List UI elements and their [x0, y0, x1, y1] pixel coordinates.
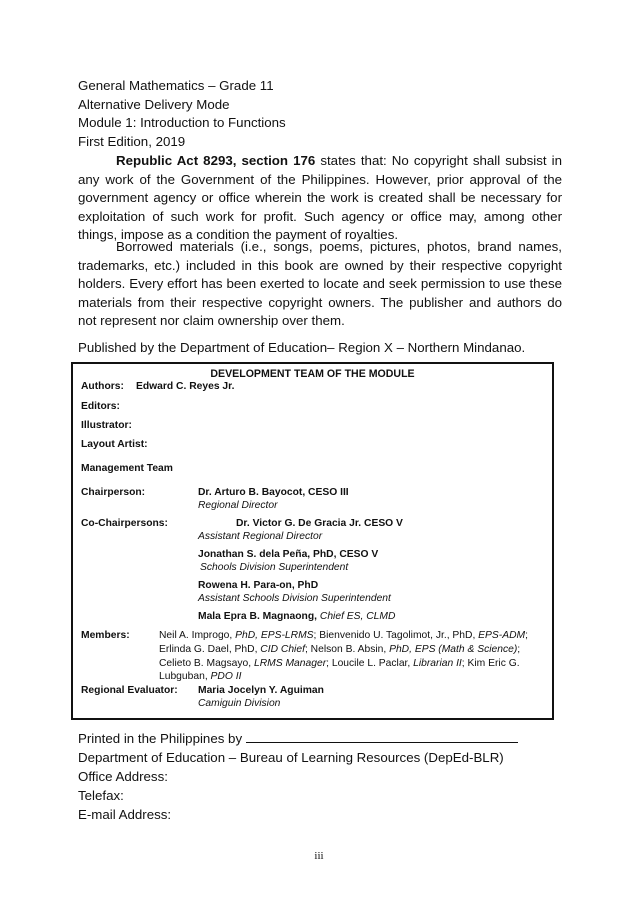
chairperson-label: Chairperson:: [81, 487, 146, 498]
member-name: ; Erlinda G. Dael, PhD,: [159, 630, 528, 655]
telefax-label: Telefax:: [78, 788, 124, 803]
member-title: Librarian II: [413, 657, 462, 669]
document-header: [78, 77, 286, 151]
editors-label: Editors:: [81, 401, 120, 412]
member-name: ; Bienvenido U. Tagolimot, Jr., PhD,: [313, 630, 479, 641]
printed-by-label: Printed in the Philippines by: [78, 731, 243, 746]
borrowed-materials-paragraph: Borrowed materials (i.e., songs, poems, pictures, photos, brand names, trademarks, etc.) included in this book are owned by their respective copyright holders. Every effort has been exerted to locate and seek permission to use these materials from their respective copyright owners. The publisher and authors do not represent nor claim ownership over them.: [78, 239, 562, 328]
printer-blank-line: [246, 741, 518, 743]
management-team-label: Management Team: [81, 463, 173, 474]
members-label: Members:: [81, 630, 130, 641]
co-chair-4-title: Chief ES, CLMD: [319, 611, 396, 622]
edition-line: First Edition, 2019: [78, 133, 186, 149]
illustrator-label: Illustrator:: [81, 420, 132, 431]
published-by: Published by the Department of Education– Region X – Northern Mindanao.: [78, 340, 526, 355]
page-number: iii: [314, 850, 324, 862]
member-title: CID Chief: [260, 643, 305, 655]
chairperson-title: Regional Director: [198, 500, 278, 511]
republic-act-text: states that: No copyright shall subsist in any work of the Government of the Philippines. However, prior approval of the government agency or office wherein the work is created shall be necessary for exploitation of such work for profit. Such agency or office may, among other things, impose as a condition the payment of royalties.: [78, 153, 562, 242]
development-team-box: [71, 362, 554, 720]
team-title: DEVELOPMENT TEAM OF THE MODULE: [210, 368, 415, 380]
regional-evaluator-place: Camiguin Division: [198, 698, 281, 709]
co-chair-4-name: Mala Epra B. Magnaong,: [198, 611, 318, 622]
member-title: PhD, EPS-LRMS: [235, 630, 314, 641]
copyright-paragraph: [78, 152, 562, 245]
authors-label: Authors:: [81, 381, 124, 392]
co-chair-2-name: Jonathan S. dela Peña, PhD, CESO V: [198, 549, 379, 560]
regional-evaluator-label: Regional Evaluator:: [81, 685, 178, 696]
member-name: ; Kim Eric G. Lubguban,: [159, 657, 520, 683]
member-name: ; Loucile L. Paclar,: [326, 657, 414, 669]
layout-artist-label: Layout Artist:: [81, 439, 148, 450]
email-address-label: E-mail Address:: [78, 807, 172, 822]
member-name: ; Celieto B. Magsayo,: [159, 643, 521, 669]
deped-blr: Department of Education – Bureau of Learning Resources (DepEd-BLR): [78, 750, 504, 765]
member-title: LRMS Manager: [254, 657, 327, 669]
member-title: EPS-ADM: [478, 630, 526, 641]
printed-by: [78, 731, 518, 746]
subject-line: General Mathematics – Grade 11: [78, 78, 274, 93]
regional-evaluator-name: Maria Jocelyn Y. Aguiman: [198, 685, 324, 696]
member-title: PDO II: [210, 671, 242, 683]
co-chair-2-title: Schools Division Superintendent: [200, 562, 349, 573]
member-title: PhD, EPS (Math & Science): [389, 643, 518, 655]
member-name: Neil A. Improgo,: [159, 630, 236, 641]
co-chair-1-name: Dr. Victor G. De Gracia Jr. CESO V: [236, 518, 403, 529]
co-chair-4: [198, 610, 395, 624]
co-chairpersons-label: Co-Chairpersons:: [81, 518, 168, 529]
co-chair-1-title: Assistant Regional Director: [198, 531, 323, 542]
member-name: ; Nelson B. Absin,: [304, 643, 390, 655]
office-address-label: Office Address:: [78, 769, 168, 784]
authors-value: Edward C. Reyes Jr.: [136, 381, 235, 392]
members-list: [159, 629, 529, 684]
delivery-mode-line: Alternative Delivery Mode: [78, 96, 230, 112]
co-chair-3-title: Assistant Schools Division Superintendent: [198, 593, 391, 604]
republic-act-heading: Republic Act 8293, section 176: [116, 153, 316, 168]
module-line: Module 1: Introduction to Functions: [78, 115, 286, 130]
chairperson-name: Dr. Arturo B. Bayocot, CESO III: [198, 487, 349, 498]
co-chair-3-name: Rowena H. Para-on, PhD: [198, 580, 319, 591]
